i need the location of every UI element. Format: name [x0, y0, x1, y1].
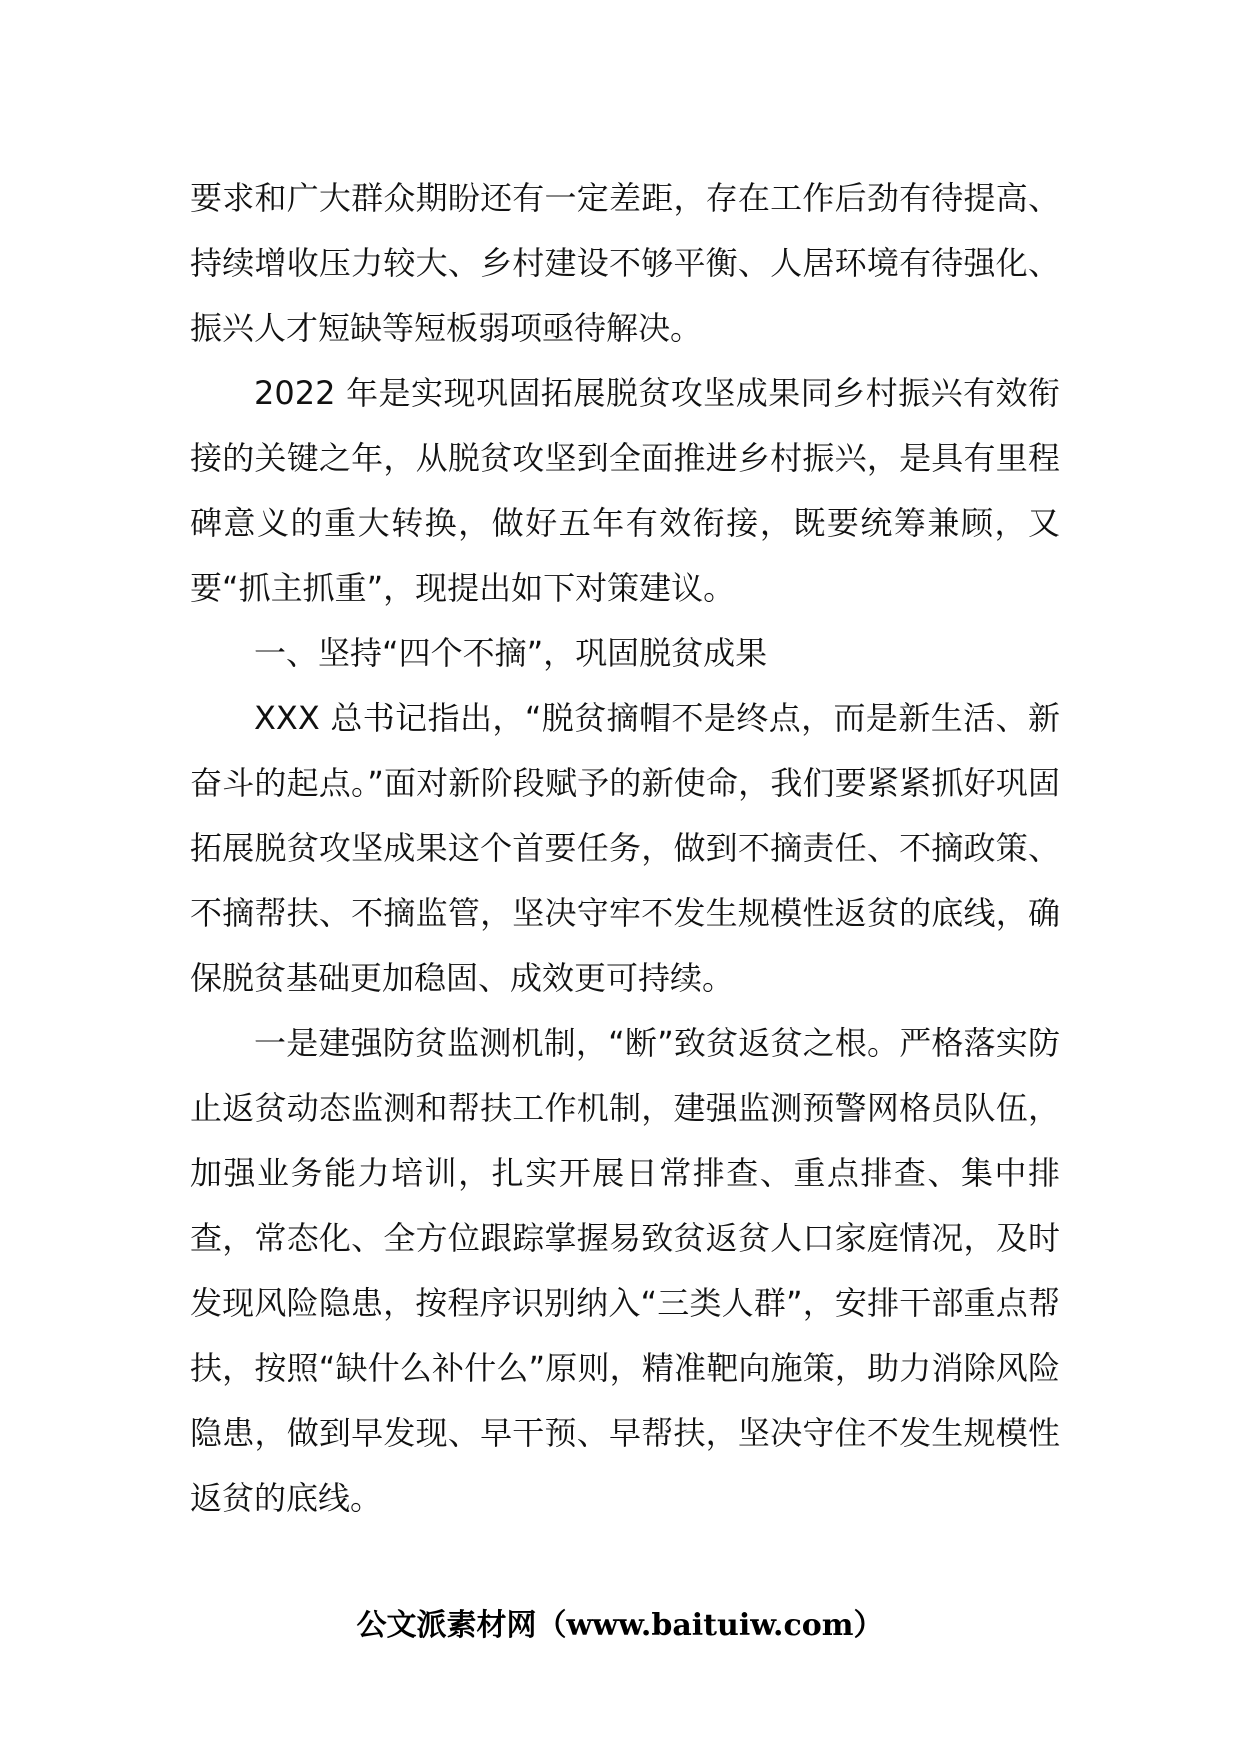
paragraph: 一是建强防贫监测机制，“断”致贫返贫之根。严格落实防止返贫动态监测和帮扶工作机制，建强监测预警网格员队伍，加强业务能力培训，扎实开展日常排查、重点排查、集中排查，常态化、全方位跟踪掌握易致贫返贫人口家庭情况，及时发现风险隐患，按程序识别纳入“三类人群”，安排干部重点帮扶，按照“缺什么补什么”原则，精准靶向施策，助力消除风险隐患，做到早发现、早干预、早帮扶，坚决守住不发生规模性返贫的底线。: [190, 1024, 1060, 1517]
section-heading: 一、坚持“四个不摘”，巩固脱贫成果: [254, 634, 768, 672]
paragraph: 2022 年是实现巩固拓展脱贫攻坚成果同乡村振兴有效衔接的关键之年，从脱贫攻坚到全面推进乡村振兴，是具有里程碑意义的重大转换，做好五年有效衔接，既要统筹兼顾，又要“抓主抓重”，现提出如下对策建议。: [190, 374, 1060, 607]
document-body: [190, 166, 1060, 1531]
footer-watermark-text: 公文派素材网（www.baituiw.com）: [356, 1608, 884, 1643]
paragraph: 要求和广大群众期盼还有一定差距，存在工作后劲有待提高、持续增收压力较大、乡村建设不够平衡、人居环境有待强化、振兴人才短缺等短板弱项亟待解决。: [190, 179, 1060, 347]
paragraph: XXX 总书记指出，“脱贫摘帽不是终点，而是新生活、新奋斗的起点。”面对新阶段赋予的新使命，我们要紧紧抓好巩固拓展脱贫攻坚成果这个首要任务，做到不摘责任、不摘政策、不摘帮扶、不摘监管，坚决守牢不发生规模性返贫的底线，确保脱贫基础更加稳固、成效更可持续。: [190, 699, 1060, 997]
